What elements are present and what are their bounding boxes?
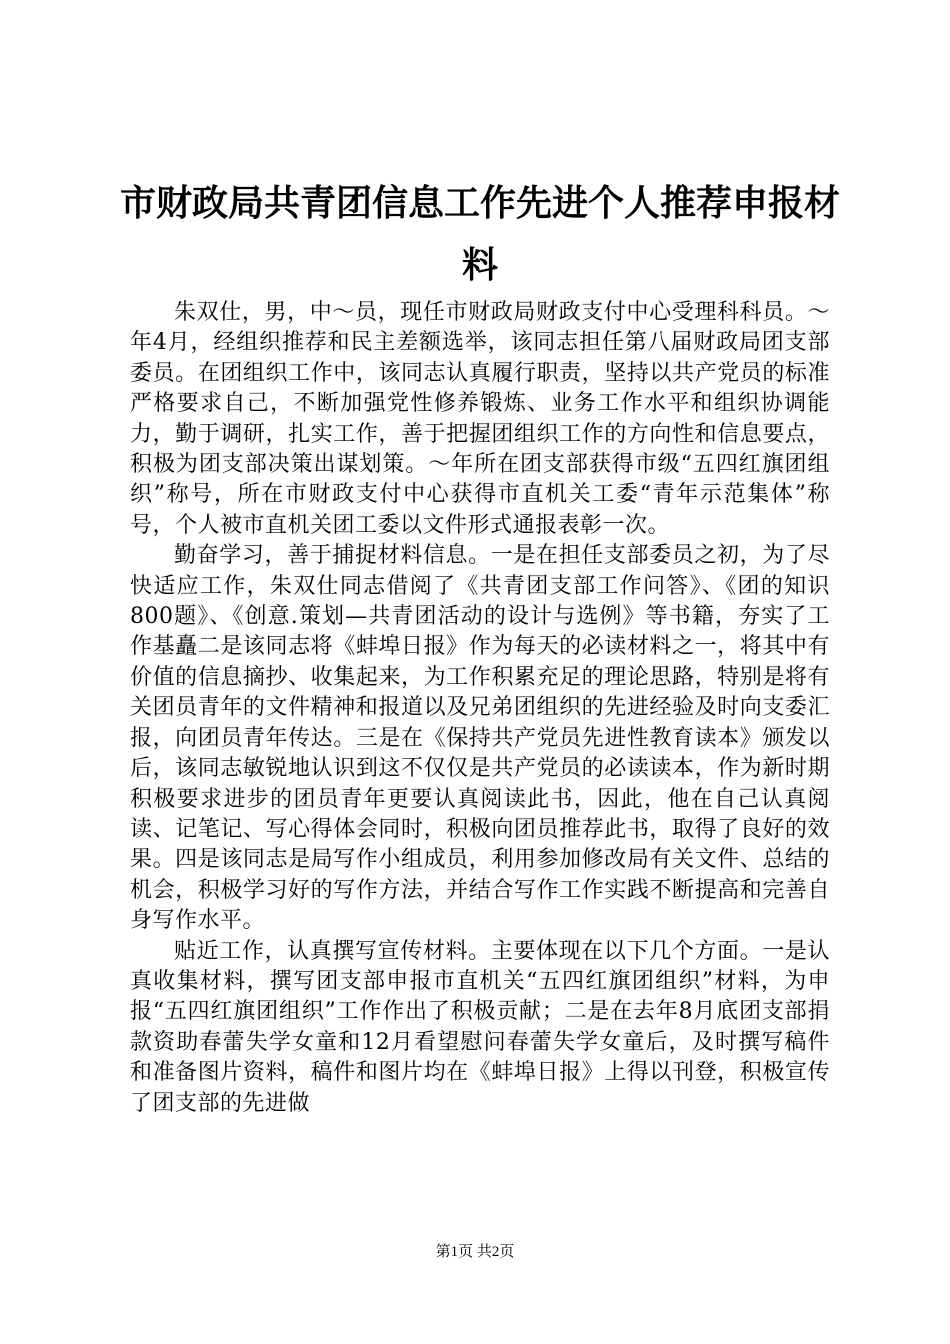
paragraph-1: 朱双仕，男，中～员，现任市财政局财政支付中心受理科科员。～年4月，经组织推荐和民主差额选举，该同志担任第八届财政局团支部委员。在团组织工作中，该同志认真履行职责，坚持以共产党员的标准严格要求自己，不断加强党性修养锻炼、业务工作水平和组织协调能力，勤于调研，扎实工作，善于把握团组织工作的方向性和信息要点，积极为团支部决策出谋划策。～年所在团支部获得市级“五四红旗团组织”称号，所在市财政支付中心获得市直机关工委“青年示范集体”称号，个人被市直机关团工委以文件形式通报表彰一次。 [130, 300, 830, 538]
document-title: 市财政局共青团信息工作先进个人推荐申报材料 [120, 182, 841, 286]
page-number-footer: 第1页 共2页 [435, 1244, 515, 1260]
paragraph-3: 贴近工作，认真撰写宣传材料。主要体现在以下几个方面。一是认真收集材料，撰写团支部申报市直机关“五四红旗团组织”材料，为申报“五四红旗团组织”工作作出了积极贡献；二是在去年8月底团支部捐款资助春蕾失学女童和12月看望慰问春蕾失学女童后，及时撰写稿件和准备图片资料，稿件和图片均在《蚌埠日报》上得以刊登，积极宣传了团支部的先进做 [130, 938, 830, 1116]
paragraph-2: 勤奋学习，善于捕捉材料信息。一是在担任支部委员之初，为了尽快适应工作，朱双仕同志借阅了《共青团支部工作问答》、《团的知识800题》、《创意.策划—共青团活动的设计与选例》等书籍，夯实了工作基矗二是该同志将《蚌埠日报》作为每天的必读材料之一，将其中有价值的信息摘抄、收集起来，为工作积累充足的理论思路，特别是将有关团员青年的文件精神和报道以及兄弟团组织的先进经验及时向支委汇报，向团员青年传达。三是在《保持共产党员先进性教育读本》颁发以后，该同志敏锐地认识到这不仅仅是共产党员的必读读本，作为新时期积极要求进步的团员青年更要认真阅读此书，因此，他在自己认真阅读、记笔记、写心得体会同时，积极向团员推荐此书，取得了良好的效果。四是该同志是局写作小组成员，利用参加修改局有关文件、总结的机会，积极学习好的写作方法，并结合写作工作实践不断提高和完善自身写作水平。 [130, 543, 830, 934]
document-body [130, 298, 830, 1119]
